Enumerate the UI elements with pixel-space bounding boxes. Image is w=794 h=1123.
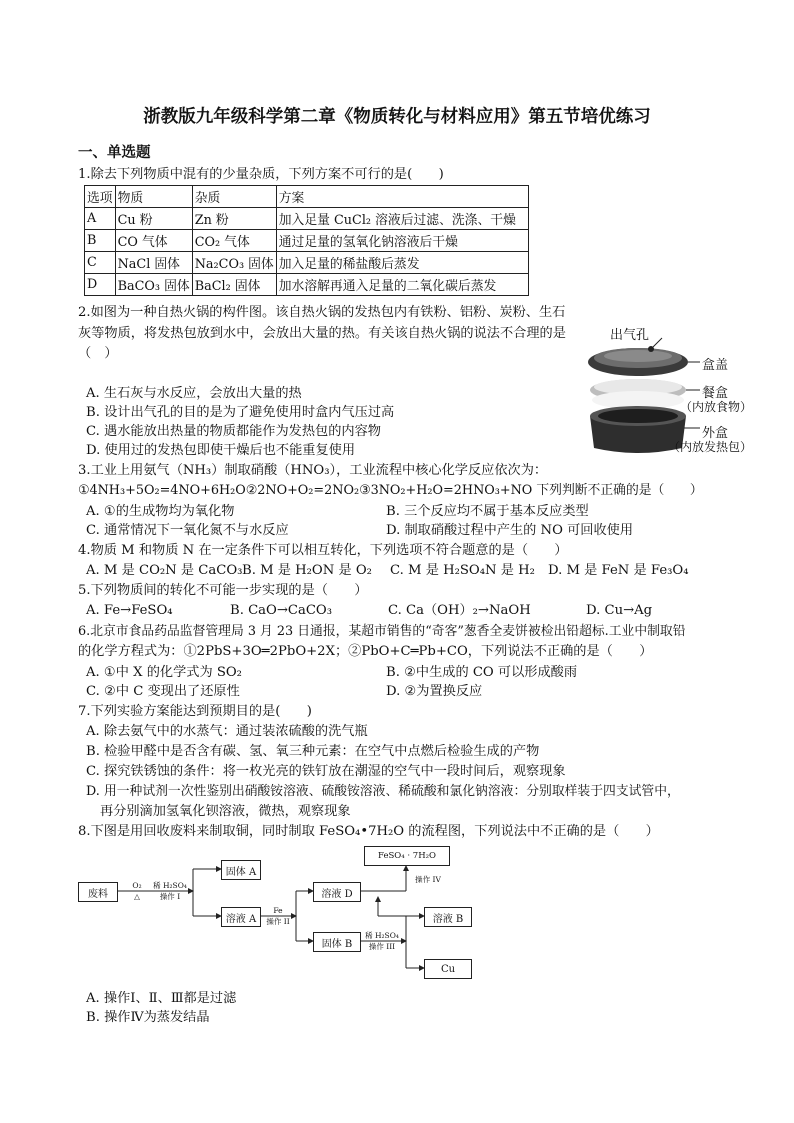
q2-option-c: C. 遇水能放出热量的物质都能作为发热包的内容物 — [86, 424, 381, 439]
flow-box-solution-a: 溶液 A — [221, 907, 261, 927]
q4-option-b: B. M 是 H₂ON 是 O₂ — [242, 563, 372, 578]
header-cell: 方案 — [276, 186, 528, 208]
table-cell: Zn 粉 — [192, 208, 276, 230]
table-cell: BaCl₂ 固体 — [192, 274, 276, 296]
q2-option-a: A. 生石灰与水反应，会放出大量的热 — [86, 386, 302, 401]
q2-option-b: B. 设计出气孔的目的是为了避免使用时盒内气压过高 — [86, 405, 395, 420]
table-cell: Na₂CO₃ 固体 — [192, 252, 276, 274]
q4-option-d: D. M 是 FeN 是 Fe₃O₄ — [548, 563, 689, 578]
q5-stem: 5.下列物质间的转化不可能一步实现的是（ ） — [78, 583, 368, 598]
table-cell: CO₂ 气体 — [192, 230, 276, 252]
q2-stem-line2: 灰等物质，将发热包放到水中，会放出大量的热。有关该自热火锅的说法不合理的是 — [78, 326, 566, 341]
flow-box-product: FeSO₄ · 7H₂O — [364, 846, 450, 866]
q2-stem-line3: （ ） — [78, 346, 118, 361]
table-cell: 加水溶解再通入足量的二氧化碳后蒸发 — [276, 274, 528, 296]
fig-label-outer-note: （内放发热包） — [668, 440, 753, 454]
q8-option-b: B. 操作Ⅳ为蒸发结晶 — [86, 1010, 210, 1025]
table-cell: C — [85, 252, 116, 274]
header-cell: 杂质 — [192, 186, 276, 208]
fig-label-outer: 外盒 — [702, 426, 729, 441]
q3-option-a: A. ①的生成物均为氧化物 — [86, 504, 235, 519]
flow-label-op4: 操作 IV — [415, 875, 441, 884]
q2-stem-line1: 2.如图为一种自热火锅的构件图。该自热火锅的发热包内有铁粉、铝粉、炭粉、生石 — [78, 305, 566, 320]
q1-table — [84, 185, 529, 296]
q7-option-b: B. 检验甲醛中是否含有碳、氢、氧三种元素：在空气中点燃后检验生成的产物 — [86, 744, 540, 759]
table-cell: 加入足量 CuCl₂ 溶液后过滤、洗涤、干燥 — [276, 208, 528, 230]
q8-flowchart — [78, 844, 498, 984]
flow-label-op1: 操作 I — [159, 892, 181, 901]
fig-label-lid: 盒盖 — [702, 358, 729, 373]
q6-option-d: D. ②为置换反应 — [386, 684, 483, 699]
table-row — [85, 252, 529, 274]
q5-option-d: D. Cu→Ag — [586, 603, 653, 618]
q3-stem-line2: ①4NH₃+5O₂=4NO+6H₂O②2NO+O₂=2NO₂③3NO₂+H₂O=2HNO₃+NO 下列判断不正确的是（ ） — [78, 483, 703, 498]
table-row — [85, 208, 529, 230]
table-cell: 通过足量的氢氧化钠溶液后干燥 — [276, 230, 528, 252]
q6-option-a: A. ①中 X 的化学式为 SO₂ — [86, 665, 242, 680]
q3-option-c: C. 通常情况下一氧化氮不与水反应 — [86, 523, 289, 538]
q3-option-b: B. 三个反应均不属于基本反应类型 — [386, 504, 589, 519]
q6-option-c: C. ②中 C 变现出了还原性 — [86, 684, 240, 699]
flow-box-solid-a: 固体 A — [221, 860, 261, 880]
q7-option-d-line2: 再分别滴加氢氧化钡溶液，微热，观察现象 — [100, 804, 351, 819]
q4-option-a: A. M 是 CO₂N 是 CaCO₃ — [86, 563, 243, 578]
table-cell: B — [85, 230, 116, 252]
fig-label-vent: 出气孔 — [610, 328, 650, 343]
header-cell: 物质 — [115, 186, 192, 208]
table-cell: Cu 粉 — [115, 208, 192, 230]
header-cell: 选项 — [85, 186, 116, 208]
flow-label-fe: Fe — [273, 906, 283, 915]
flow-box-cu: Cu — [424, 959, 472, 979]
q8-stem: 8.下图是用回收废料来制取铜，同时制取 FeSO₄•7H₂O 的流程图，下列说法中不正确的是（ ） — [78, 824, 659, 839]
q2-option-d: D. 使用过的发热包即使干燥后也不能重复使用 — [86, 443, 356, 458]
hotpot-figure — [584, 324, 760, 466]
q5-option-b: B. CaO→CaCO₃ — [230, 603, 333, 618]
fig-label-meal: 餐盒 — [702, 386, 729, 401]
flow-label-heat: △ — [134, 892, 140, 901]
flow-label-op2: 操作 II — [266, 917, 290, 926]
q6-option-b: B. ②中生成的 CO 可以形成酸雨 — [386, 665, 578, 680]
q7-stem: 7.下列实验方案能达到预期目的是( ) — [78, 704, 312, 719]
q4-option-c: C. M 是 H₂SO₄N 是 H₂ — [390, 563, 535, 578]
section-heading: 一、单选题 — [78, 145, 151, 161]
flow-label-op3: 操作 III — [368, 942, 396, 951]
q3-stem-line1: 3.工业上用氨气（NH₃）制取硝酸（HNO₃），工业流程中核心化学反应依次为： — [78, 463, 548, 478]
q6-stem-line2: 的化学方程式为：①2PbS+3O═2PbO+2X；②PbO+C═Pb+CO，下列说法不正确的是（ ） — [78, 644, 653, 659]
table-cell: D — [85, 274, 116, 296]
flow-box-solid-b: 固体 B — [313, 932, 361, 952]
q5-option-a: A. Fe→FeSO₄ — [86, 603, 173, 618]
table-header-row — [85, 186, 529, 208]
table-cell: NaCl 固体 — [115, 252, 192, 274]
q6-stem-line1: 6.北京市食品药品监督管理局 3 月 23 日通报，某超市销售的“奇客”葱香全麦饼被检出铅超标.工业中制取铅 — [78, 624, 686, 639]
table-row — [85, 230, 529, 252]
q5-option-c: C. Ca（OH）₂→NaOH — [388, 603, 531, 618]
q7-option-a: A. 除去氨气中的水蒸气：通过装浓硫酸的洗气瓶 — [86, 724, 368, 739]
flow-box-solution-d: 溶液 D — [313, 882, 361, 902]
table-row — [85, 274, 529, 296]
fig-label-meal-note: （内放食物） — [680, 400, 753, 414]
page-title: 浙教版九年级科学第二章《物质转化与材料应用》第五节培优练习 — [143, 107, 651, 127]
q3-option-d: D. 制取硝酸过程中产生的 NO 可回收使用 — [386, 523, 634, 538]
table-cell: BaCO₃ 固体 — [115, 274, 192, 296]
flow-label-o2: O₂ — [132, 881, 142, 890]
flow-label-acid2: 稀 H₂SO₄ — [365, 931, 399, 940]
q7-option-c: C. 探究铁锈蚀的条件：将一枚光亮的铁钉放在潮湿的空气中一段时间后，观察现象 — [86, 764, 566, 779]
flow-label-acid: 稀 H₂SO₄ — [153, 881, 187, 890]
q4-stem: 4.物质 M 和物质 N 在一定条件下可以相互转化，下列选项不符合题意的是（ ） — [78, 543, 568, 558]
flow-box-solution-b: 溶液 B — [424, 907, 472, 927]
table-cell: CO 气体 — [115, 230, 192, 252]
q7-option-d-line1: D. 用一种试剂一次性鉴别出硝酸铵溶液、硫酸铵溶液、稀硫酸和氯化钠溶液：分别取样装于四支试管中， — [86, 784, 680, 799]
flow-box-waste: 废料 — [78, 882, 118, 902]
q8-option-a: A. 操作Ⅰ、Ⅱ、Ⅲ都是过滤 — [86, 991, 237, 1006]
q1-stem: 1.除去下列物质中混有的少量杂质，下列方案不可行的是( ) — [78, 167, 444, 182]
table-cell: 加入足量的稀盐酸后蒸发 — [276, 252, 528, 274]
table-cell: A — [85, 208, 116, 230]
